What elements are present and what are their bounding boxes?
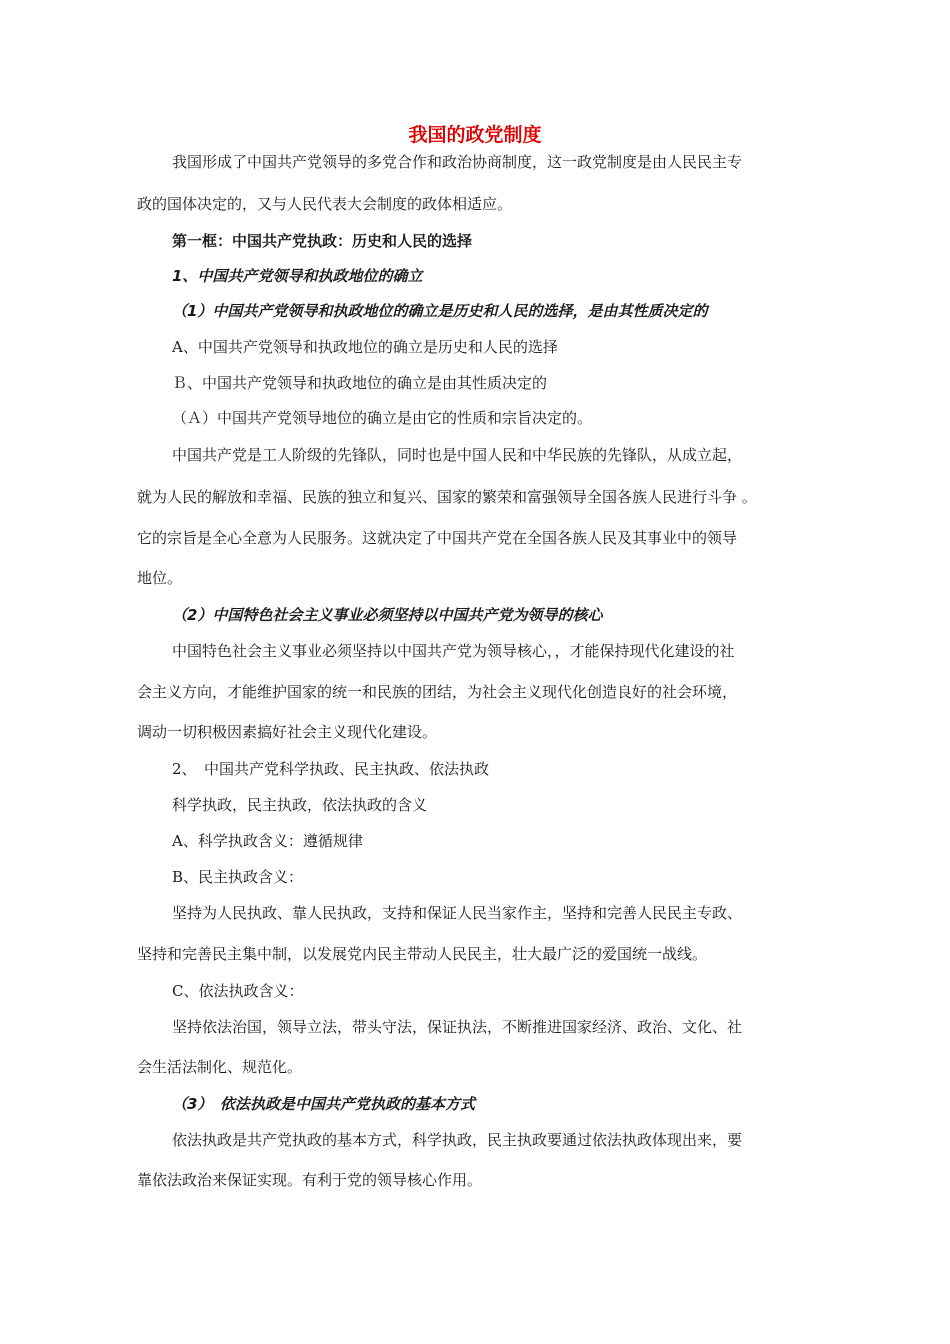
paragraph-line: 依法执政是共产党执政的基本方式，科学执政，民主执政要通过依法执政体现出来，要 [172, 1131, 743, 1149]
paragraph-line: Ｂ、中国共产党领导和执政地位的确立是由其性质决定的 [172, 374, 548, 392]
paragraph-line: 坚持和完善民主集中制，以发展党内民主带动人民民主，壮大最广泛的爱国统一战线。 [137, 945, 708, 963]
document-title: 我国的政党制度 [408, 124, 542, 146]
paragraph-line: 会生活法制化、规范化。 [137, 1058, 303, 1076]
paragraph-line: 会主义方向，才能维护国家的统一和民族的团结，为社会主义现代化创造良好的社会环境， [137, 683, 738, 701]
subheading-1-1: （1）中国共产党领导和执政地位的确立是历史和人民的选择，是由其性质决定的 [172, 302, 708, 320]
subheading-1: 1、中国共产党领导和执政地位的确立 [172, 267, 423, 285]
paragraph-line: 科学执政，民主执政，依法执政的含义 [172, 796, 428, 814]
intro-line-1: 我国形成了中国共产党领导的多党合作和政治协商制度，这一政党制度是由人民民主专 [172, 153, 743, 171]
paragraph-line: 就为人民的解放和幸福、民族的独立和复兴、国家的繁荣和富强领导全国各族人民进行斗争 。 [137, 488, 757, 506]
paragraph-line: B、民主执政含义： [172, 868, 304, 886]
section-heading: 第一框：中国共产党执政：历史和人民的选择 [172, 232, 473, 250]
paragraph-line: C、依法执政含义： [172, 982, 304, 1000]
subheading-1-2: （2）中国特色社会主义事业必须坚持以中国共产党为领导的核心 [172, 606, 603, 624]
paragraph-line: 坚持依法治国，领导立法，带头守法，保证执法，不断推进国家经济、政治、文化、社 [172, 1018, 743, 1036]
paragraph-line: 地位。 [137, 569, 183, 587]
paragraph-line: （Ａ）中国共产党领导地位的确立是由它的性质和宗旨决定的。 [172, 409, 593, 427]
paragraph-line: 坚持为人民执政、靠人民执政，支持和保证人民当家作主，坚持和完善人民民主专政、 [172, 904, 743, 922]
paragraph-line: 中国特色社会主义事业必须坚持以中国共产党为领导核心，，才能保持现代化建设的社 [172, 642, 735, 660]
paragraph-line: A、科学执政含义：遵循规律 [172, 832, 363, 850]
subheading-2: 2、 中国共产党科学执政、民主执政、依法执政 [172, 760, 490, 778]
subheading-3: （3） 依法执政是中国共产党执政的基本方式 [172, 1095, 475, 1113]
paragraph-line: 靠依法政治来保证实现。有利于党的领导核心作用。 [137, 1171, 483, 1189]
paragraph-line: 它的宗旨是全心全意为人民服务。这就决定了中国共产党在全国各族人民及其事业中的领导 [137, 529, 738, 547]
paragraph-line: 中国共产党是工人阶级的先锋队，同时也是中国人民和中华民族的先锋队，从成立起， [172, 446, 743, 464]
intro-line-2: 政的国体决定的，又与人民代表大会制度的政体相适应。 [137, 195, 513, 213]
paragraph-line: A、中国共产党领导和执政地位的确立是历史和人民的选择 [172, 338, 558, 356]
paragraph-line: 调动一切积极因素搞好社会主义现代化建设。 [137, 723, 438, 741]
